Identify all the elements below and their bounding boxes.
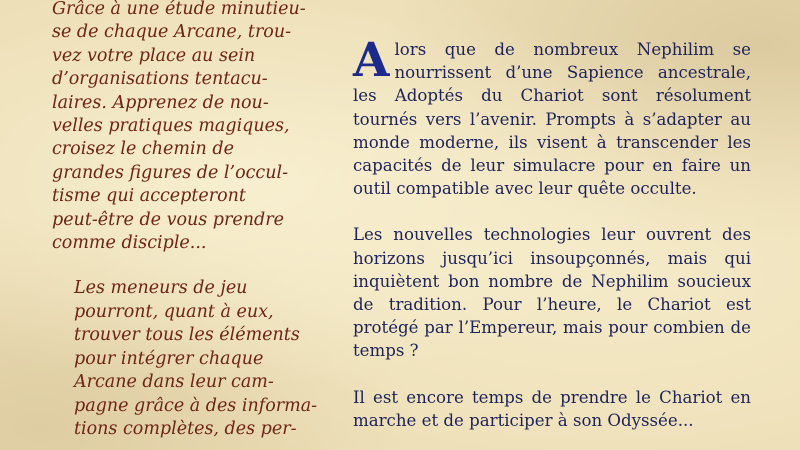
text-line: Les meneurs de jeu (74, 278, 248, 299)
intro-paragraph (52, 0, 318, 255)
text-line: laires. Apprenez de nou- (52, 92, 269, 113)
text-line: peut-être de vous prendre (52, 209, 284, 230)
closing-paragraph: Il est encore temps de prendre le Chariot en marche et de participer à son Odyssée... (353, 387, 751, 430)
text-line: comme disciple... (52, 233, 207, 254)
text-line: se de chaque Arcane, trou- (52, 22, 292, 43)
text-line: pour intégrer chaque (74, 348, 264, 369)
text-line: trouver tous les éléments (74, 325, 300, 346)
chariot-intro-paragraph (353, 33, 751, 200)
meneurs-paragraph (52, 277, 318, 441)
paragraph-text: lors que de nombreux Nephilim se nourrissent d’une Sapience ancestrale, les Adoptés du Chariot sont résolument tournés vers l’avenir. Prompts à s’adapter au monde moderne, ils visent à transcender les capacités de leur simulacre pour en faire un outil compatible avec leur quête occulte. (353, 40, 751, 199)
text-line: grandes figures de l’occul- (52, 162, 288, 183)
technologies-paragraph: Les nouvelles technologies leur ouvrent des horizons jusqu’ici insoupçonnés, mais qui inquiètent bon nombre de Nephilim soucieux de tradition. Pour l’heure, le Chariot est protégé par l’Empereur, mais pour combien de temps ? (353, 225, 751, 361)
left-column-italic-text (52, 0, 318, 441)
text-line: pagne grâce à des informa- (74, 395, 318, 416)
text-line: pourront, quant à eux, (74, 301, 274, 322)
text-line: Grâce à une étude minutieu- (52, 0, 306, 19)
text-line: vez votre place au sein (52, 45, 256, 66)
text-line: d’organisations tentacu- (52, 69, 268, 90)
text-line: velles pratiques magiques, (52, 116, 290, 137)
right-column-text (353, 33, 751, 432)
text-line: tisme qui accepteront (52, 186, 246, 207)
text-line: Arcane dans leur cam- (74, 372, 274, 393)
drop-cap: A (353, 33, 390, 88)
text-line: croisez le chemin de (52, 139, 234, 160)
text-line: tions complètes, des per- (74, 418, 297, 439)
